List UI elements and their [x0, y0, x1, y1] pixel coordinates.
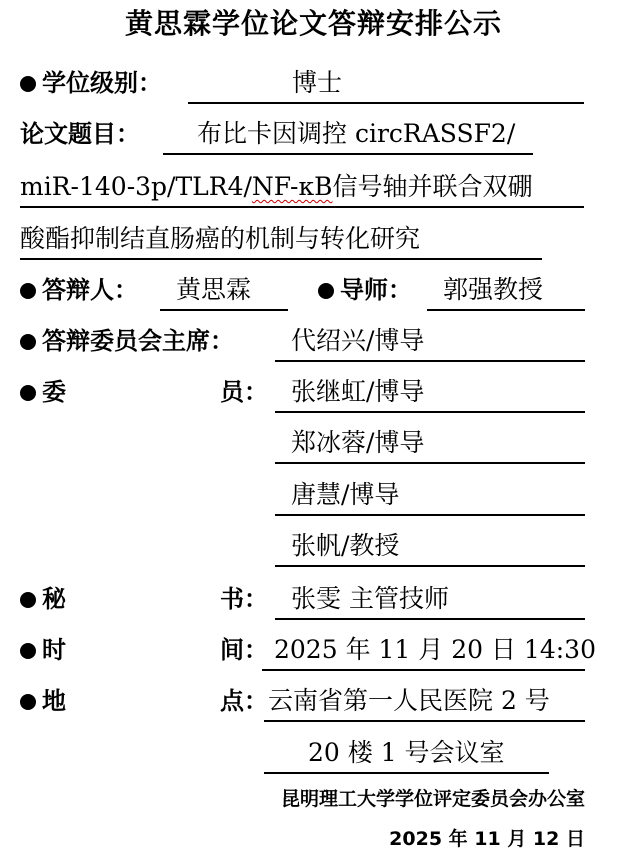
- bullet-icon: [20, 694, 36, 710]
- thesis-label: 论文题目：: [20, 120, 140, 148]
- place-label-group: [20, 682, 66, 720]
- place-label-b: 点：: [220, 687, 268, 715]
- degree-value: 博士: [188, 64, 584, 104]
- degree-label: 学位级别：: [42, 69, 162, 97]
- chair-value: 代绍兴/博导: [275, 322, 585, 362]
- page-title: 黄思霖学位论文答辩安排公示: [124, 7, 502, 40]
- thesis-title-line-2c: 信号轴并联合双硼: [332, 172, 533, 201]
- thesis-title-line-2a: miR-140-3p/TLR4/: [20, 172, 252, 201]
- bullet-icon: [20, 592, 36, 608]
- members-label-a: 委: [42, 378, 66, 406]
- bullet-icon: [318, 283, 334, 299]
- bullet-icon: [20, 334, 36, 350]
- secretary-label-a: 秘: [42, 585, 66, 613]
- defender-label-group: [20, 271, 138, 309]
- thesis-title-line-1: 布比卡因调控 circRASSF2/: [163, 115, 533, 155]
- thesis-title-line-2b: NF-κB: [251, 172, 333, 201]
- defender-label: 答辩人：: [42, 276, 138, 304]
- member-item: 张继虹/博导: [275, 373, 585, 413]
- advisor-label: 导师：: [340, 276, 412, 304]
- member-item: 郑冰蓉/博导: [275, 424, 585, 464]
- chair-label: 答辩委员会主席：: [42, 327, 234, 355]
- time-value: 2025 年 11 月 20 日 14:30: [262, 631, 585, 671]
- thesis-title-line-2: [20, 168, 584, 208]
- members-label-b: 员：: [220, 378, 268, 406]
- place-value-line-1: 云南省第一人民医院 2 号: [264, 682, 585, 722]
- defender-value: 黄思霖: [160, 271, 288, 311]
- bullet-icon: [20, 643, 36, 659]
- secretary-label-group: [20, 580, 66, 618]
- place-label-a: 地: [42, 687, 66, 715]
- time-label-group: [20, 631, 66, 669]
- bullet-icon: [20, 283, 36, 299]
- advisor-label-group: [318, 271, 412, 309]
- members-label-group: [20, 373, 66, 411]
- advisor-value: 郭强教授: [427, 271, 585, 311]
- time-label-a: 时: [42, 636, 66, 664]
- degree-label-group: [20, 64, 162, 102]
- thesis-title-line-3: 酸酯抑制结直肠癌的机制与转化研究: [20, 220, 542, 260]
- issuing-office: 昆明理工大学学位评定委员会办公室: [280, 788, 585, 810]
- bullet-icon: [20, 76, 36, 92]
- member-item: 张帆/教授: [275, 527, 585, 567]
- secretary-label-b: 书：: [220, 585, 268, 613]
- issue-date: 2025 年 11 月 12 日: [389, 828, 585, 850]
- place-value-line-2: 20 楼 1 号会议室: [264, 734, 549, 774]
- secretary-value: 张雯 主管技师: [275, 580, 585, 620]
- time-label-b: 间：: [220, 636, 268, 664]
- chair-label-group: [20, 322, 234, 360]
- member-item: 唐慧/博导: [275, 476, 585, 516]
- bullet-icon: [20, 385, 36, 401]
